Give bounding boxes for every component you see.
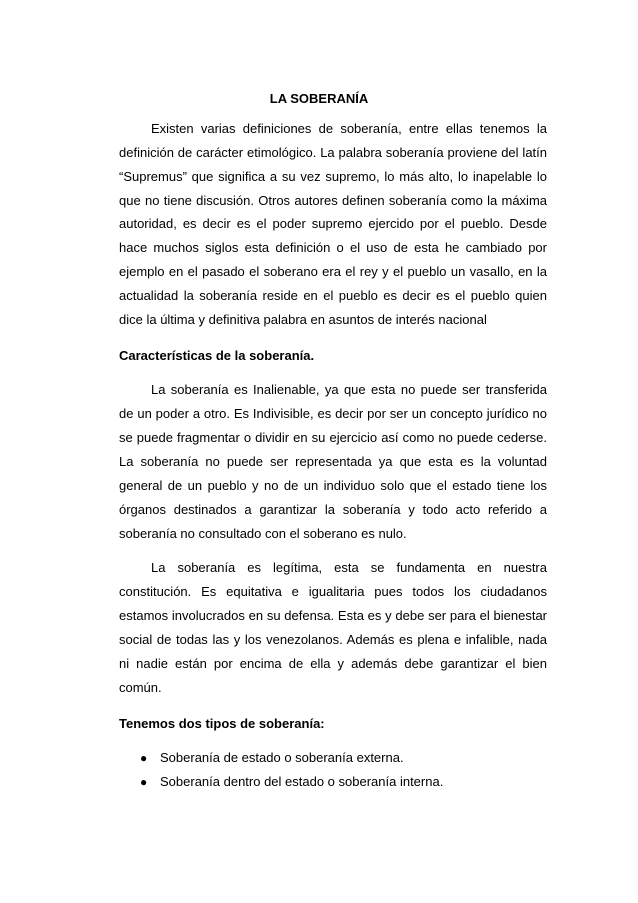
paragraph-3-line: ni nadie están por encima de ella y además debe garantizar el bien [119,656,547,671]
bullet-icon: ● [140,751,148,765]
paragraph-1-line: actualidad la soberanía reside en el pueblo es decir es el pueblo quien [119,288,547,303]
list-item: Soberanía de estado o soberanía externa. [160,750,404,765]
paragraph-1-line: autoridad, es decir es el poder supremo ejercido por el pueblo. Desde [119,216,547,231]
paragraph-3-line: social de todas las y los venezolanos. Además es plena e infalible, nada [119,632,547,647]
paragraph-1-line: definición de carácter etimológico. La palabra soberanía proviene del latín [119,145,547,160]
paragraph-2-line: órganos destinados a garantizar la soberanía y todo acto referido a [119,502,547,517]
paragraph-1-line: “Supremus” que significa a su vez supremo, lo más alto, lo inapelable lo [119,169,547,184]
paragraph-1-line: ejemplo en el pasado el soberano era el rey y el pueblo un vasallo, en la [119,264,547,279]
paragraph-2-line: La soberanía es Inalienable, ya que esta no puede ser transferida [151,382,547,397]
paragraph-2-line: se puede fragmentar o dividir en su ejercicio así como no puede cederse. [119,430,547,445]
paragraph-2-line: general de un pueblo y no de un individuo solo que el estado tiene los [119,478,547,493]
paragraph-3-line: estamos involucrados en su defensa. Esta es y debe ser para el bienestar [119,608,547,623]
paragraph-3-line: constitución. Es equitativa e igualitaria pues todos los ciudadanos [119,584,547,599]
bullet-icon: ● [140,775,148,789]
paragraph-2-line: soberanía no consultado con el soberano es nulo. [119,526,407,541]
paragraph-2-line: de un poder a otro. Es Indivisible, es decir por ser un concepto jurídico no [119,406,547,421]
section-heading-types: Tenemos dos tipos de soberanía: [119,716,325,731]
paragraph-2-line: La soberanía no puede ser representada ya que esta es la voluntad [119,454,547,469]
paragraph-1-line: Existen varias definiciones de soberanía, entre ellas tenemos la [151,121,547,136]
paragraph-3-line: común. [119,680,162,695]
paragraph-3-line: La soberanía es legítima, esta se fundamenta en nuestra [151,560,547,575]
paragraph-1-line: que no tiene discusión. Otros autores definen soberanía como la máxima [119,193,547,208]
document-title: LA SOBERANÍA [269,91,369,106]
section-heading-characteristics: Características de la soberanía. [119,348,315,363]
paragraph-1-line: dice la última y definitiva palabra en asuntos de interés nacional [119,312,487,327]
list-item: Soberanía dentro del estado o soberanía interna. [160,774,444,789]
paragraph-1-line: hace muchos siglos esta definición o el uso de esta he cambiado por [119,240,547,255]
